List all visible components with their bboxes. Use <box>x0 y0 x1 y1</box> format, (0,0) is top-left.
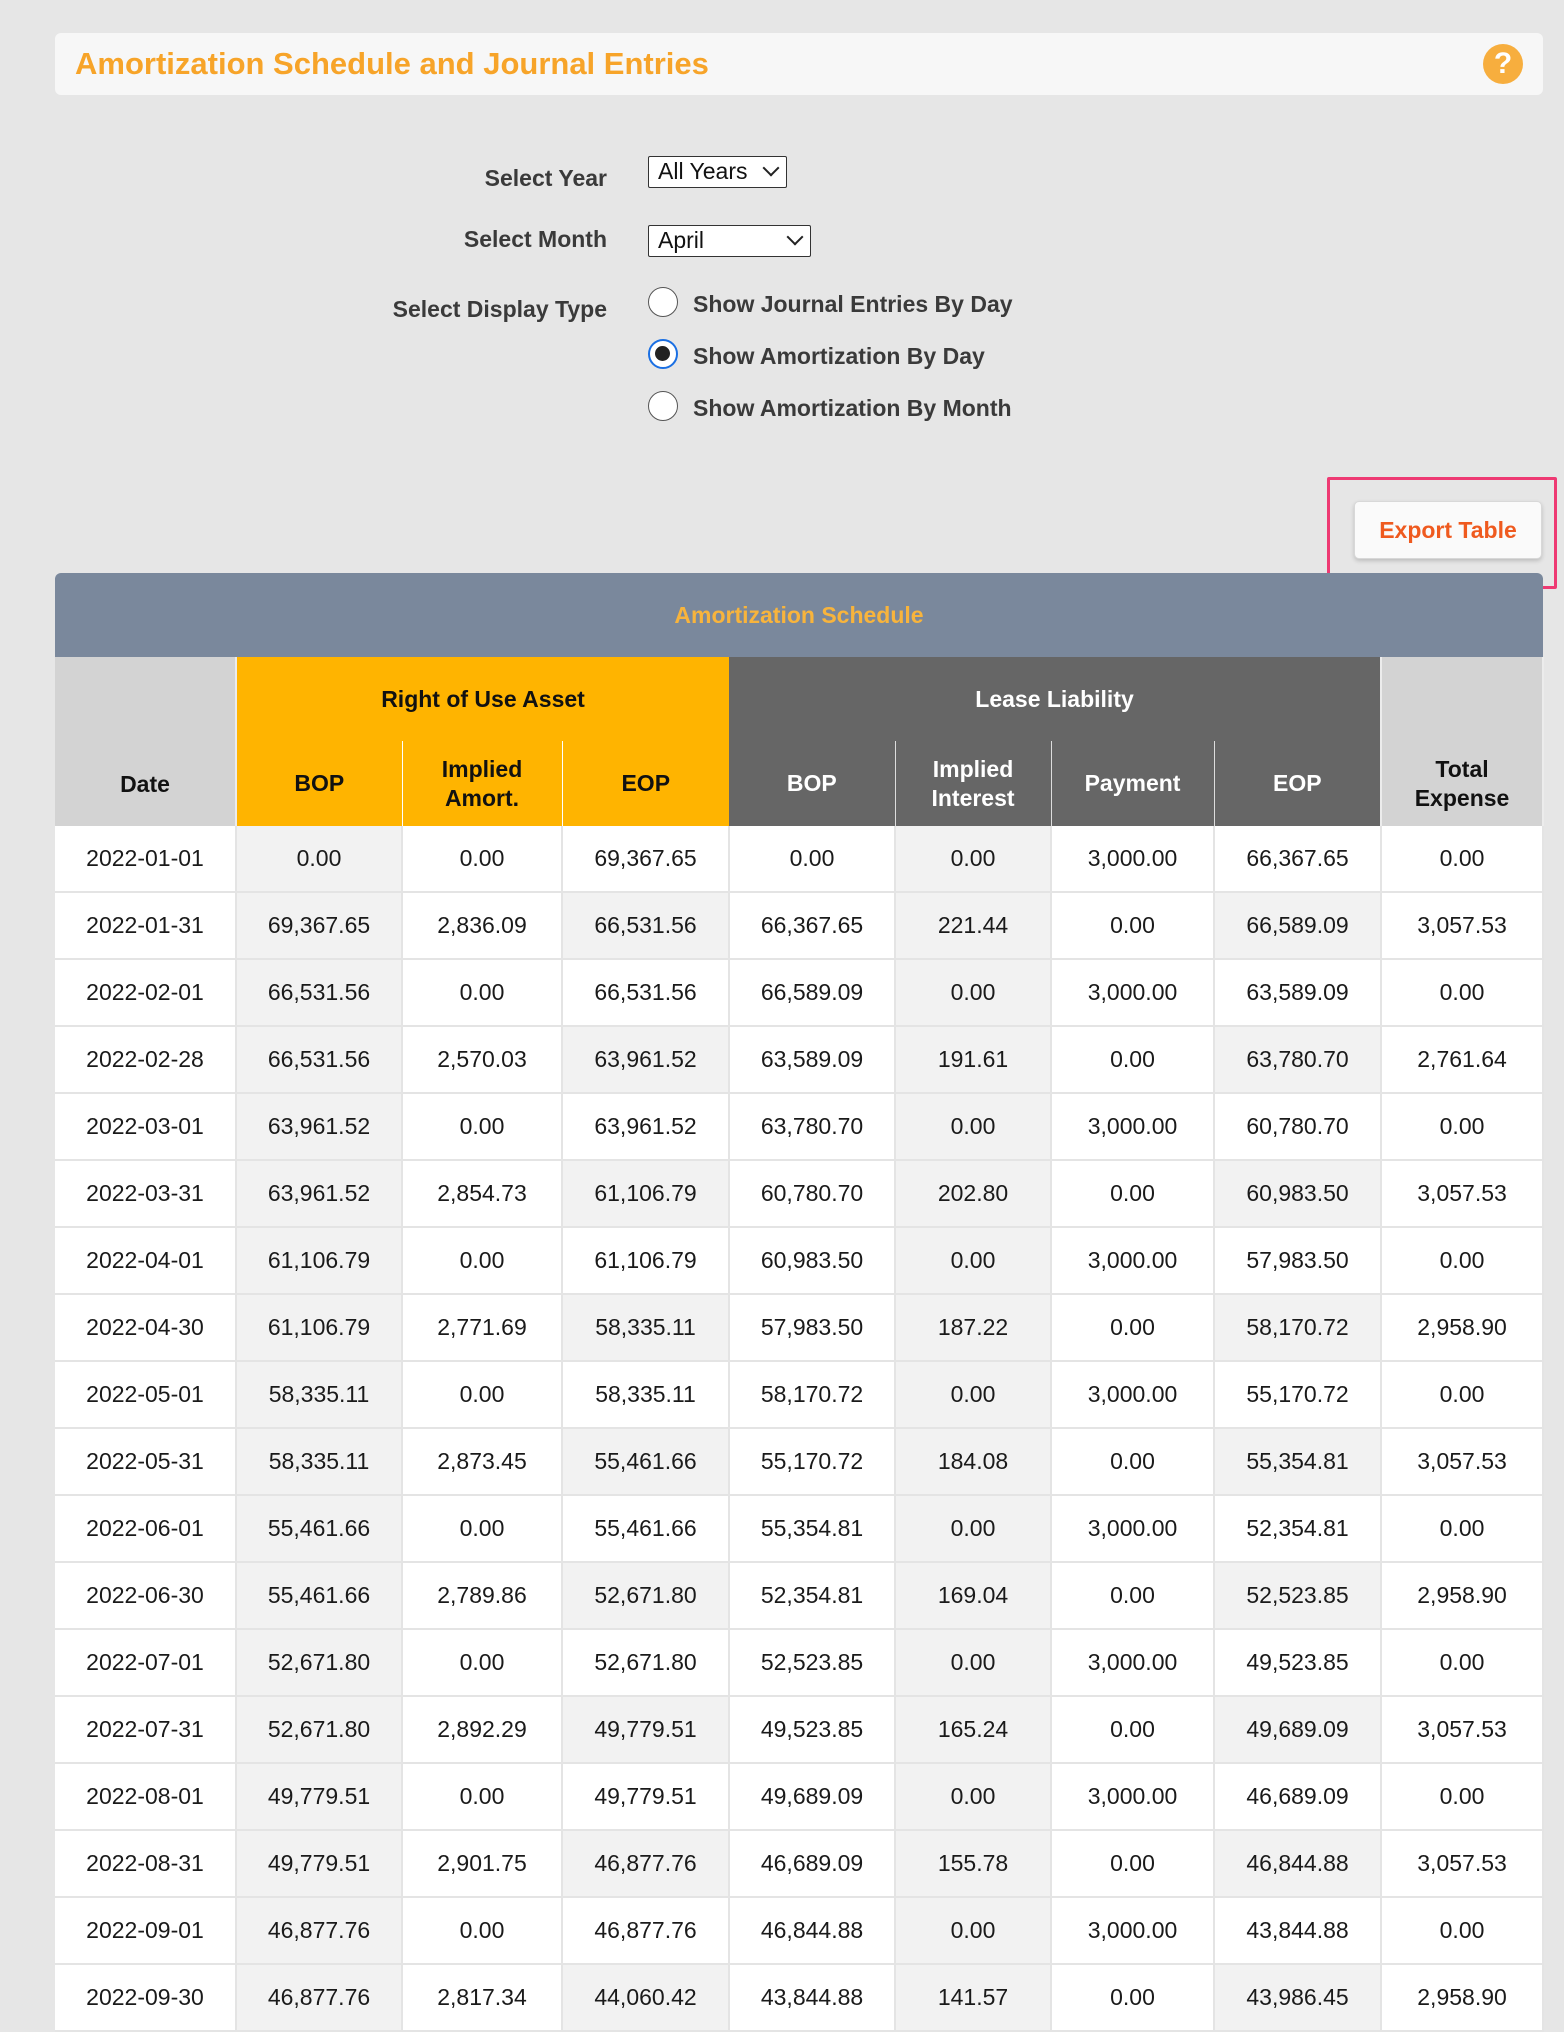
cell-lease-implied-interest: 0.00 <box>895 1763 1051 1830</box>
cell-rou-eop: 63,961.52 <box>562 1093 729 1160</box>
cell-lease-eop: 66,367.65 <box>1214 826 1381 892</box>
cell-lease-payment: 3,000.00 <box>1051 826 1214 892</box>
cell-rou-bop: 46,877.76 <box>236 1897 402 1964</box>
cell-lease-implied-interest: 141.57 <box>895 1964 1051 2031</box>
col-header-date: Date <box>55 657 236 826</box>
amortization-table <box>55 657 1544 2032</box>
cell-lease-implied-interest: 169.04 <box>895 1562 1051 1629</box>
cell-rou-implied-amort: 0.00 <box>402 1361 562 1428</box>
radio-label: Show Journal Entries By Day <box>693 291 1013 317</box>
cell-lease-payment: 3,000.00 <box>1051 1629 1214 1696</box>
cell-rou-bop: 66,531.56 <box>236 959 402 1026</box>
cell-lease-bop: 46,844.88 <box>729 1897 895 1964</box>
table-row <box>55 1093 1543 1160</box>
radio-button[interactable] <box>648 391 678 421</box>
cell-total-expense: 0.00 <box>1381 1227 1543 1294</box>
table-row <box>55 1428 1543 1495</box>
cell-lease-payment: 0.00 <box>1051 1160 1214 1227</box>
radio-label: Show Amortization By Day <box>693 343 985 369</box>
cell-total-expense: 2,958.90 <box>1381 1294 1543 1361</box>
cell-lease-implied-interest: 0.00 <box>895 1897 1051 1964</box>
cell-lease-eop: 60,780.70 <box>1214 1093 1381 1160</box>
page-title: Amortization Schedule and Journal Entries <box>75 46 709 81</box>
cell-lease-bop: 60,983.50 <box>729 1227 895 1294</box>
cell-rou-implied-amort: 2,892.29 <box>402 1696 562 1763</box>
cell-date: 2022-08-01 <box>55 1763 236 1830</box>
cell-lease-eop: 60,983.50 <box>1214 1160 1381 1227</box>
cell-lease-payment: 0.00 <box>1051 1696 1214 1763</box>
cell-lease-bop: 63,589.09 <box>729 1026 895 1093</box>
rou-amort-line1: Implied <box>441 755 523 782</box>
table-row <box>55 1294 1543 1361</box>
radio-button[interactable] <box>648 287 678 317</box>
col-header-lease-implied-interest <box>895 741 1051 826</box>
cell-rou-eop: 46,877.76 <box>562 1897 729 1964</box>
table-row <box>55 1964 1543 2031</box>
cell-date: 2022-07-31 <box>55 1696 236 1763</box>
cell-lease-implied-interest: 0.00 <box>895 1093 1051 1160</box>
cell-date: 2022-03-31 <box>55 1160 236 1227</box>
cell-lease-eop: 43,986.45 <box>1214 1964 1381 2031</box>
cell-rou-implied-amort: 0.00 <box>402 959 562 1026</box>
cell-date: 2022-06-30 <box>55 1562 236 1629</box>
cell-lease-implied-interest: 0.00 <box>895 1495 1051 1562</box>
cell-rou-implied-amort: 2,854.73 <box>402 1160 562 1227</box>
cell-rou-eop: 61,106.79 <box>562 1227 729 1294</box>
cell-rou-eop: 58,335.11 <box>562 1361 729 1428</box>
cell-lease-bop: 49,523.85 <box>729 1696 895 1763</box>
cell-lease-payment: 3,000.00 <box>1051 1763 1214 1830</box>
cell-rou-eop: 69,367.65 <box>562 826 729 892</box>
cell-date: 2022-06-01 <box>55 1495 236 1562</box>
col-header-rou-eop: EOP <box>562 741 729 826</box>
schedule-title-bar <box>55 573 1543 657</box>
cell-total-expense: 0.00 <box>1381 1495 1543 1562</box>
cell-date: 2022-09-01 <box>55 1897 236 1964</box>
col-header-rou-implied-amort <box>402 741 562 826</box>
cell-lease-eop: 49,523.85 <box>1214 1629 1381 1696</box>
cell-rou-eop: 49,779.51 <box>562 1763 729 1830</box>
cell-rou-bop: 61,106.79 <box>236 1227 402 1294</box>
rou-amort-line2: Amort. <box>444 784 520 811</box>
cell-rou-eop: 63,961.52 <box>562 1026 729 1093</box>
cell-lease-bop: 55,354.81 <box>729 1495 895 1562</box>
cell-lease-payment: 3,000.00 <box>1051 1093 1214 1160</box>
cell-total-expense: 0.00 <box>1381 1897 1543 1964</box>
cell-total-expense: 3,057.53 <box>1381 1696 1543 1763</box>
cell-lease-implied-interest: 0.00 <box>895 1227 1051 1294</box>
cell-total-expense: 0.00 <box>1381 959 1543 1026</box>
cell-rou-bop: 0.00 <box>236 826 402 892</box>
table-row <box>55 1160 1543 1227</box>
cell-lease-implied-interest: 202.80 <box>895 1160 1051 1227</box>
total-expense-line1: Total <box>1435 756 1489 782</box>
cell-date: 2022-08-31 <box>55 1830 236 1897</box>
cell-rou-implied-amort: 0.00 <box>402 1093 562 1160</box>
cell-date: 2022-03-01 <box>55 1093 236 1160</box>
cell-lease-eop: 66,589.09 <box>1214 892 1381 959</box>
cell-total-expense: 0.00 <box>1381 1093 1543 1160</box>
cell-lease-bop: 49,689.09 <box>729 1763 895 1830</box>
cell-rou-bop: 69,367.65 <box>236 892 402 959</box>
cell-lease-bop: 60,780.70 <box>729 1160 895 1227</box>
cell-rou-bop: 55,461.66 <box>236 1562 402 1629</box>
table-row <box>55 1361 1543 1428</box>
cell-lease-payment: 3,000.00 <box>1051 1361 1214 1428</box>
month-select-value: April <box>658 227 705 253</box>
display-type-label: Select Display Type <box>392 296 607 322</box>
cell-rou-bop: 63,961.52 <box>236 1093 402 1160</box>
cell-lease-bop: 63,780.70 <box>729 1093 895 1160</box>
cell-rou-eop: 52,671.80 <box>562 1562 729 1629</box>
cell-lease-payment: 3,000.00 <box>1051 1227 1214 1294</box>
chevron-down-icon <box>763 160 780 177</box>
cell-rou-implied-amort: 0.00 <box>402 1897 562 1964</box>
radio-label: Show Amortization By Month <box>693 395 1012 421</box>
cell-lease-eop: 49,689.09 <box>1214 1696 1381 1763</box>
cell-lease-payment: 0.00 <box>1051 1026 1214 1093</box>
cell-rou-eop: 55,461.66 <box>562 1428 729 1495</box>
cell-rou-implied-amort: 2,873.45 <box>402 1428 562 1495</box>
table-row <box>55 1629 1543 1696</box>
lease-interest-line1: Implied <box>932 755 1014 782</box>
cell-date: 2022-04-30 <box>55 1294 236 1361</box>
cell-lease-payment: 0.00 <box>1051 1428 1214 1495</box>
cell-date: 2022-02-01 <box>55 959 236 1026</box>
cell-rou-implied-amort: 0.00 <box>402 1629 562 1696</box>
cell-date: 2022-01-31 <box>55 892 236 959</box>
cell-total-expense: 3,057.53 <box>1381 892 1543 959</box>
table-row <box>55 1026 1543 1093</box>
cell-lease-implied-interest: 187.22 <box>895 1294 1051 1361</box>
cell-lease-bop: 52,354.81 <box>729 1562 895 1629</box>
export-table-button[interactable]: Export Table <box>1354 501 1542 559</box>
cell-rou-eop: 58,335.11 <box>562 1294 729 1361</box>
cell-lease-payment: 0.00 <box>1051 1964 1214 2031</box>
cell-rou-eop: 55,461.66 <box>562 1495 729 1562</box>
cell-lease-payment: 0.00 <box>1051 1562 1214 1629</box>
cell-lease-bop: 66,589.09 <box>729 959 895 1026</box>
cell-rou-bop: 52,671.80 <box>236 1696 402 1763</box>
cell-lease-eop: 52,354.81 <box>1214 1495 1381 1562</box>
cell-rou-implied-amort: 2,771.69 <box>402 1294 562 1361</box>
cell-lease-bop: 0.00 <box>729 826 895 892</box>
cell-lease-bop: 57,983.50 <box>729 1294 895 1361</box>
cell-date: 2022-04-01 <box>55 1227 236 1294</box>
cell-total-expense: 2,958.90 <box>1381 1562 1543 1629</box>
cell-lease-bop: 46,689.09 <box>729 1830 895 1897</box>
cell-lease-eop: 63,780.70 <box>1214 1026 1381 1093</box>
cell-rou-bop: 63,961.52 <box>236 1160 402 1227</box>
cell-rou-eop: 46,877.76 <box>562 1830 729 1897</box>
cell-total-expense: 2,958.90 <box>1381 1964 1543 2031</box>
table-row <box>55 1696 1543 1763</box>
cell-lease-bop: 43,844.88 <box>729 1964 895 2031</box>
cell-rou-eop: 52,671.80 <box>562 1629 729 1696</box>
cell-rou-eop: 44,060.42 <box>562 1964 729 2031</box>
cell-total-expense: 3,057.53 <box>1381 1830 1543 1897</box>
cell-lease-implied-interest: 0.00 <box>895 959 1051 1026</box>
cell-lease-bop: 52,523.85 <box>729 1629 895 1696</box>
cell-lease-implied-interest: 184.08 <box>895 1428 1051 1495</box>
cell-lease-eop: 46,689.09 <box>1214 1763 1381 1830</box>
table-row <box>55 1562 1543 1629</box>
cell-lease-bop: 66,367.65 <box>729 892 895 959</box>
cell-lease-payment: 0.00 <box>1051 892 1214 959</box>
cell-lease-implied-interest: 221.44 <box>895 892 1051 959</box>
col-header-lease-payment: Payment <box>1051 741 1214 826</box>
cell-rou-implied-amort: 2,789.86 <box>402 1562 562 1629</box>
cell-lease-eop: 63,589.09 <box>1214 959 1381 1026</box>
cell-rou-eop: 66,531.56 <box>562 892 729 959</box>
cell-lease-eop: 46,844.88 <box>1214 1830 1381 1897</box>
cell-rou-eop: 66,531.56 <box>562 959 729 1026</box>
cell-total-expense: 0.00 <box>1381 1763 1543 1830</box>
table-row <box>55 892 1543 959</box>
chevron-down-icon <box>787 229 804 246</box>
cell-date: 2022-05-31 <box>55 1428 236 1495</box>
cell-rou-bop: 46,877.76 <box>236 1964 402 2031</box>
month-label: Select Month <box>463 226 607 252</box>
col-group-lease-liability: Lease Liability <box>729 657 1381 741</box>
cell-lease-payment: 0.00 <box>1051 1294 1214 1361</box>
cell-lease-payment: 0.00 <box>1051 1830 1214 1897</box>
cell-rou-implied-amort: 2,570.03 <box>402 1026 562 1093</box>
cell-rou-implied-amort: 2,836.09 <box>402 892 562 959</box>
table-row <box>55 826 1543 892</box>
cell-rou-implied-amort: 2,901.75 <box>402 1830 562 1897</box>
table-row <box>55 1763 1543 1830</box>
cell-lease-eop: 57,983.50 <box>1214 1227 1381 1294</box>
cell-rou-bop: 58,335.11 <box>236 1361 402 1428</box>
page-header <box>55 33 1543 95</box>
cell-date: 2022-05-01 <box>55 1361 236 1428</box>
cell-rou-implied-amort: 0.00 <box>402 826 562 892</box>
cell-lease-payment: 3,000.00 <box>1051 1897 1214 1964</box>
cell-lease-bop: 58,170.72 <box>729 1361 895 1428</box>
cell-lease-implied-interest: 0.00 <box>895 1629 1051 1696</box>
cell-total-expense: 3,057.53 <box>1381 1160 1543 1227</box>
col-header-total-expense <box>1381 657 1543 826</box>
cell-lease-eop: 58,170.72 <box>1214 1294 1381 1361</box>
cell-rou-bop: 61,106.79 <box>236 1294 402 1361</box>
cell-lease-implied-interest: 0.00 <box>895 826 1051 892</box>
cell-total-expense: 3,057.53 <box>1381 1428 1543 1495</box>
col-header-rou-bop: BOP <box>236 741 402 826</box>
cell-date: 2022-01-01 <box>55 826 236 892</box>
cell-lease-payment: 3,000.00 <box>1051 1495 1214 1562</box>
col-header-lease-bop: BOP <box>729 741 895 826</box>
cell-date: 2022-07-01 <box>55 1629 236 1696</box>
cell-total-expense: 0.00 <box>1381 1629 1543 1696</box>
table-row <box>55 1227 1543 1294</box>
cell-lease-eop: 55,354.81 <box>1214 1428 1381 1495</box>
col-header-lease-eop: EOP <box>1214 741 1381 826</box>
year-label: Select Year <box>484 165 607 191</box>
cell-lease-eop: 43,844.88 <box>1214 1897 1381 1964</box>
cell-lease-payment: 3,000.00 <box>1051 959 1214 1026</box>
cell-rou-bop: 58,335.11 <box>236 1428 402 1495</box>
cell-rou-implied-amort: 0.00 <box>402 1763 562 1830</box>
cell-lease-eop: 52,523.85 <box>1214 1562 1381 1629</box>
table-row <box>55 1495 1543 1562</box>
year-select[interactable] <box>648 156 787 188</box>
cell-total-expense: 0.00 <box>1381 826 1543 892</box>
cell-rou-bop: 52,671.80 <box>236 1629 402 1696</box>
lease-interest-line2: Interest <box>931 784 1015 811</box>
cell-rou-bop: 55,461.66 <box>236 1495 402 1562</box>
cell-lease-bop: 55,170.72 <box>729 1428 895 1495</box>
cell-rou-implied-amort: 0.00 <box>402 1495 562 1562</box>
total-expense-line2: Expense <box>1414 785 1510 811</box>
cell-rou-implied-amort: 0.00 <box>402 1227 562 1294</box>
cell-lease-implied-interest: 0.00 <box>895 1361 1051 1428</box>
help-icon[interactable]: ? <box>1483 44 1523 84</box>
cell-rou-bop: 66,531.56 <box>236 1026 402 1093</box>
table-row <box>55 1830 1543 1897</box>
table-row <box>55 959 1543 1026</box>
cell-rou-eop: 61,106.79 <box>562 1160 729 1227</box>
month-select[interactable] <box>648 225 811 257</box>
cell-lease-eop: 55,170.72 <box>1214 1361 1381 1428</box>
cell-rou-bop: 49,779.51 <box>236 1763 402 1830</box>
table-row <box>55 1897 1543 1964</box>
cell-date: 2022-09-30 <box>55 1964 236 2031</box>
cell-rou-bop: 49,779.51 <box>236 1830 402 1897</box>
radio-button-checked[interactable] <box>648 339 678 369</box>
cell-rou-implied-amort: 2,817.34 <box>402 1964 562 2031</box>
cell-lease-implied-interest: 155.78 <box>895 1830 1051 1897</box>
cell-lease-implied-interest: 191.61 <box>895 1026 1051 1093</box>
cell-lease-implied-interest: 165.24 <box>895 1696 1051 1763</box>
schedule-title: Amortization Schedule <box>674 602 924 628</box>
cell-rou-eop: 49,779.51 <box>562 1696 729 1763</box>
cell-total-expense: 0.00 <box>1381 1361 1543 1428</box>
cell-total-expense: 2,761.64 <box>1381 1026 1543 1093</box>
cell-date: 2022-02-28 <box>55 1026 236 1093</box>
year-select-value: All Years <box>658 158 748 184</box>
col-group-right-of-use-asset: Right of Use Asset <box>236 657 729 741</box>
